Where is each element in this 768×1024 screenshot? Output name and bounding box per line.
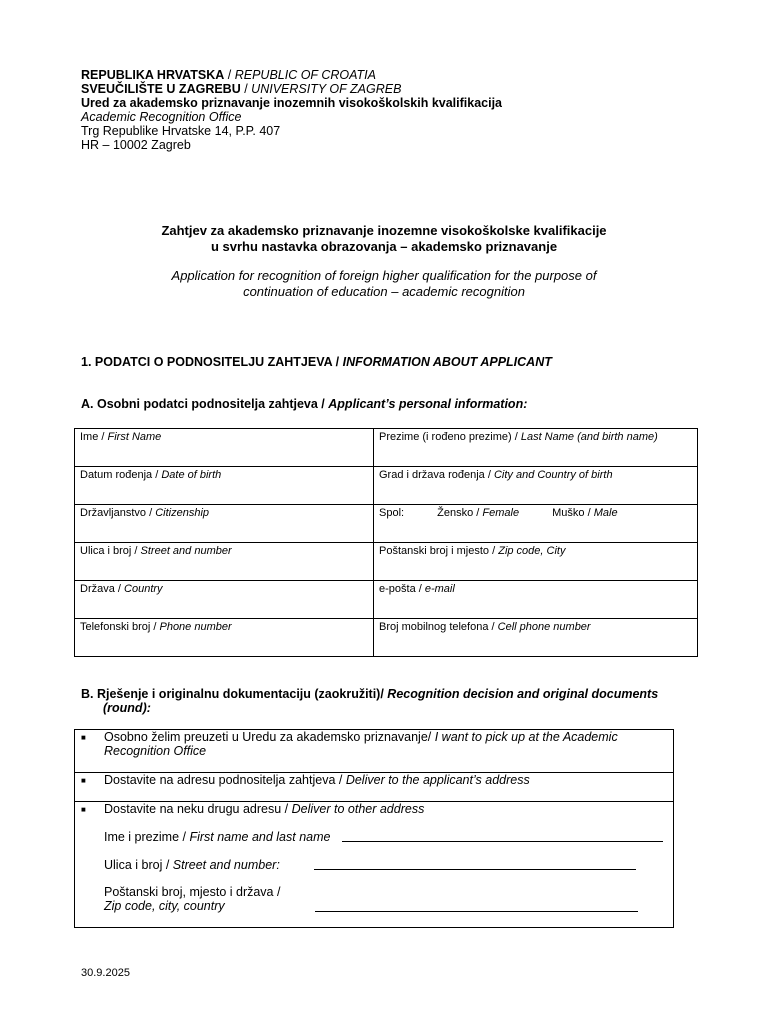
country-field[interactable]: Država / Country [75,581,374,619]
phone-field[interactable]: Telefonski broj / Phone number [75,619,374,657]
table-row [75,543,698,581]
sex-label: Spol: [379,507,405,519]
personal-info-table [74,428,698,657]
delivery-option-other-address[interactable]: ■ Dostavite na neku drugu adresu / Deliver to other address Ime i prezime / First name and last name Ulica i broj / Street and number: Poštanski broj, mjesto i država / Zip code, city, country [75,802,673,927]
other-street-label: Ulica i broj / Street and number: [104,858,280,872]
birthplace-field[interactable]: Grad i država rođenja / City and Country of birth [374,467,698,505]
form-title-hr: Zahtjev za akademsko priznavanje inozemne visokoškolske kvalifikacije u svrhu nastavka obrazovanja – akademsko priznavanje [161,223,607,254]
table-row [75,467,698,505]
header-city: HR – 10002 Zagreb [81,138,191,152]
street-field[interactable]: Ulica i broj / Street and number [75,543,374,581]
other-street-input-line[interactable] [314,869,636,870]
header-university: SVEUČILIŠTE U ZAGREBU / UNIVERSITY OF ZAGREB [81,82,402,96]
document-date: 30.9.2025 [81,967,130,979]
delivery-option-pickup[interactable]: ■ Osobno želim preuzeti u Uredu za akademsko priznavanje/ I want to pick up at the Academic Recognition Office [75,730,673,773]
first-name-field[interactable]: Ime / First Name [75,429,374,467]
office-header [81,68,502,152]
other-zip-input-line[interactable] [315,911,638,912]
header-country: REPUBLIKA HRVATSKA / REPUBLIC OF CROATIA [81,68,376,82]
bullet-icon: ■ [81,776,86,785]
section-a-heading: A. Osobni podatci podnositelja zahtjeva / Applicant’s personal information: [81,397,528,411]
table-row [75,581,698,619]
email-field[interactable]: e-pošta / e-mail [374,581,698,619]
bullet-icon: ■ [81,733,86,742]
table-row [75,619,698,657]
delivery-options-table [74,729,674,928]
mobile-phone-field[interactable]: Broj mobilnog telefona / Cell phone number [374,619,698,657]
sex-option-male[interactable]: Muško / Male [552,507,618,519]
section-1-heading: 1. PODATCI O PODNOSITELJU ZAHTJEVA / INFORMATION ABOUT APPLICANT [81,355,552,369]
table-row [75,505,698,543]
header-office-hr: Ured za akademsko priznavanje inozemnih visokoškolskih kvalifikacija [81,96,503,110]
section-b-heading: B. Rješenje i originalnu dokumentaciju (zaokružiti)/ Recognition decision and original documents (round): [81,687,659,715]
table-row [75,429,698,467]
date-of-birth-field[interactable]: Datum rođenja / Date of birth [75,467,374,505]
bullet-icon: ■ [81,805,86,814]
zip-city-field[interactable]: Poštanski broj i mjesto / Zip code, City [374,543,698,581]
header-office-en: Academic Recognition Office [81,110,242,124]
form-title-en: Application for recognition of foreign higher qualification for the purpose of continuation of education – academic recognition [171,268,597,299]
other-name-label: Ime i prezime / First name and last name [104,830,331,844]
other-name-input-line[interactable] [342,841,663,842]
delivery-option-applicant-address[interactable]: ■ Dostavite na adresu podnositelja zahtjeva / Deliver to the applicant’s address [75,773,673,802]
sex-option-female[interactable]: Žensko / Female [437,507,520,519]
last-name-field[interactable]: Prezime (i rođeno prezime) / Last Name (and birth name) [374,429,698,467]
sex-field [374,505,698,543]
header-address: Trg Republike Hrvatske 14, P.P. 407 [81,124,281,138]
other-zip-label: Poštanski broj, mjesto i država / Zip code, city, country [104,885,281,913]
citizenship-field[interactable]: Državljanstvo / Citizenship [75,505,374,543]
